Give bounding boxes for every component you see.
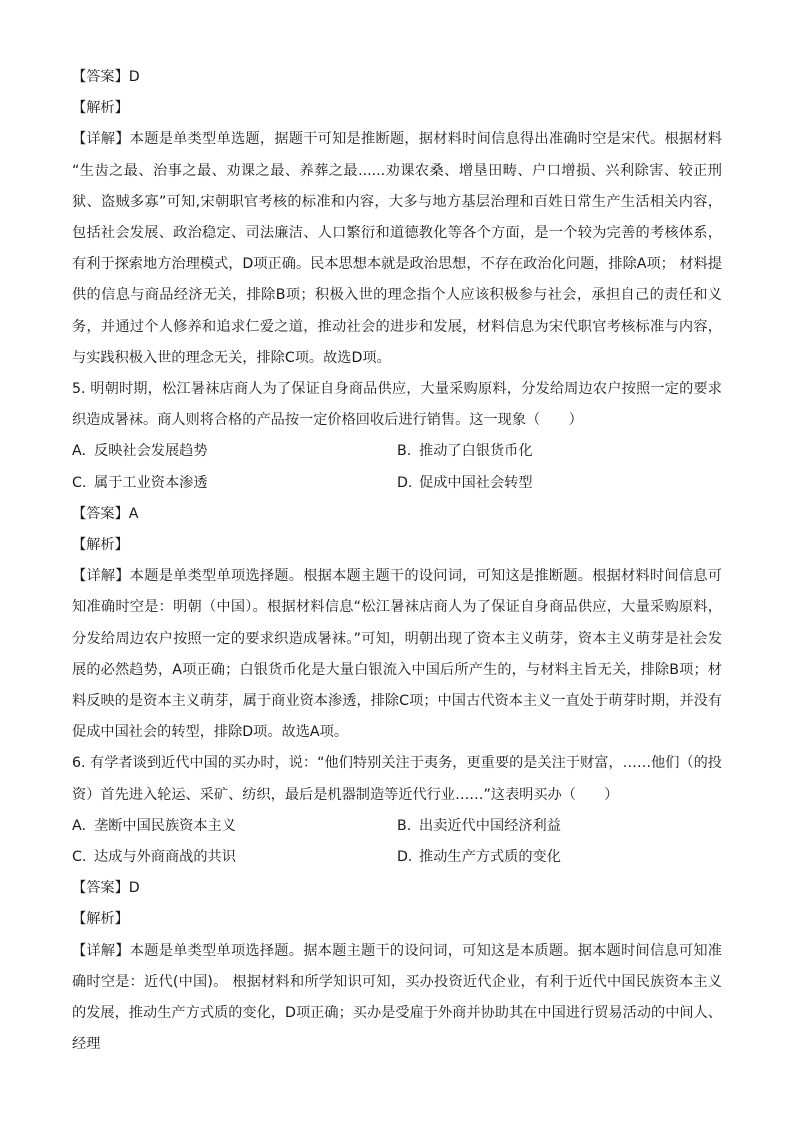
- option-text: 达成与外商商战的共识: [94, 848, 236, 865]
- analysis-label: 【解析】: [72, 536, 129, 553]
- option-text: 属于工业资本渗透: [94, 474, 208, 491]
- option-text: 推动了白银货币化: [419, 443, 533, 460]
- question-5-options-row-2: [72, 468, 722, 499]
- document-page: [72, 62, 722, 1060]
- option-text: 促成中国社会转型: [419, 474, 533, 491]
- analysis-detail: 【详解】本题是单类型单项选择题。据本题主题干的设问词，可知这是本质题。据本题时间信息可知准确时空是：近代(中国)。 根据材料和所学知识可知，买办投资近代企业，有利于近代中国民族资本主义的发展，推动生产方式质的变化，D项正确；买办是受雇于外商并协助其在中国进行贸易活动的中间人、经理: [72, 942, 722, 1053]
- option-text: 出卖近代中国经济利益: [419, 817, 561, 834]
- answer-label: 【答案】D: [72, 880, 140, 897]
- option-text: 推动生产方式质的变化: [419, 848, 561, 865]
- option-letter: A.: [72, 443, 86, 460]
- option-letter: B.: [397, 817, 412, 834]
- option-letter: A.: [72, 817, 86, 834]
- analysis-label: 【解析】: [72, 100, 129, 117]
- analysis-label: 【解析】: [72, 911, 129, 928]
- question-6-option-b[interactable]: [397, 811, 722, 842]
- question-5-option-c[interactable]: [72, 468, 397, 499]
- analysis-detail: 【详解】本题是单类型单选题，据题干可知是推断题，据材料时间信息得出准确时空是宋代。根据材料 “生齿之最、治事之最、劝课之最、养葬之最......劝课农桑、增垦田畴、户口增损、兴利除害、较正刑狱、盗贼多寡”可知,宋朝职官考核的标准和内容，大多与地方基层治理和百姓日常生产生活相关内容，包括社会发展、政治稳定、司法廉洁、人口繁衍和道德教化等各个方面，是一个较为完善的考核体系，有利于探索地方治理模式，D项正确。民本思想本就是政治思想，不存在政治化问题，排除A项； 材料提供的信息与商品经济无关，排除B项；积极入世的理念指个人应该积极参与社会，承担自己的责任和义务，并通过个人修养和追求仁爱之道，推动社会的进步和发展，材料信息为宋代职官考核标准与内容，与实践积极入世的理念无关，排除C项。故选D项。: [72, 131, 722, 366]
- question-5-option-b[interactable]: [397, 436, 722, 467]
- question-6-options-row-2: [72, 842, 722, 873]
- option-letter: D.: [397, 848, 413, 865]
- question-5-options-row-1: [72, 436, 722, 467]
- question-6-option-d[interactable]: [397, 842, 722, 873]
- question-6-option-c[interactable]: [72, 842, 397, 873]
- question-5-option-d[interactable]: [397, 468, 722, 499]
- answer-label: 【答案】D: [72, 69, 140, 85]
- option-text: 垄断中国民族资本主义: [94, 817, 236, 834]
- option-letter: D.: [397, 474, 413, 491]
- option-letter: B.: [397, 443, 412, 460]
- question-5-stem: 5. 明朝时期，松江暑袜店商人为了保证自身商品供应，大量采购原料，分发给周边农户按照一定的要求织造成暑袜。商人则将合格的产品按一定价格回收后进行销售。这一现象（ ）: [72, 381, 722, 429]
- question-6-stem: 6. 有学者谈到近代中国的买办时，说：“他们特别关注于夷务，更重要的是关注于财富，……他们（的投资）首先进入轮运、采矿、纺织，最后是机器制造等近代行业……”这表明买办（ ）: [72, 755, 722, 803]
- option-letter: C.: [72, 474, 87, 491]
- option-letter: C.: [72, 848, 87, 865]
- analysis-detail: 【详解】本题是单类型单项选择题。根据本题主题干的设问词，可知这是推断题。根据材料时间信息可知准确时空是：明朝（中国）。根据材料信息“松江暑袜店商人为了保证自身商品供应，大量采购原料，分发给周边农户按照一定的要求织造成暑袜。”可知，明朝出现了资本主义萌芽，资本主义萌芽是社会发展的必然趋势，A项正确；白银货币化是大量白银流入中国后所产生的，与材料主旨无关，排除B项；材料反映的是资本主义萌芽，属于商业资本渗透，排除C项；中国古代资本主义一直处于萌芽时期，并没有促成中国社会的转型，排除D项。故选A项。: [72, 568, 722, 741]
- question-6-options-row-1: [72, 811, 722, 842]
- question-6-option-a[interactable]: [72, 811, 397, 842]
- question-5-option-a[interactable]: [72, 436, 397, 467]
- answer-label: 【答案】A: [72, 505, 139, 522]
- option-text: 反映社会发展趋势: [94, 443, 208, 460]
